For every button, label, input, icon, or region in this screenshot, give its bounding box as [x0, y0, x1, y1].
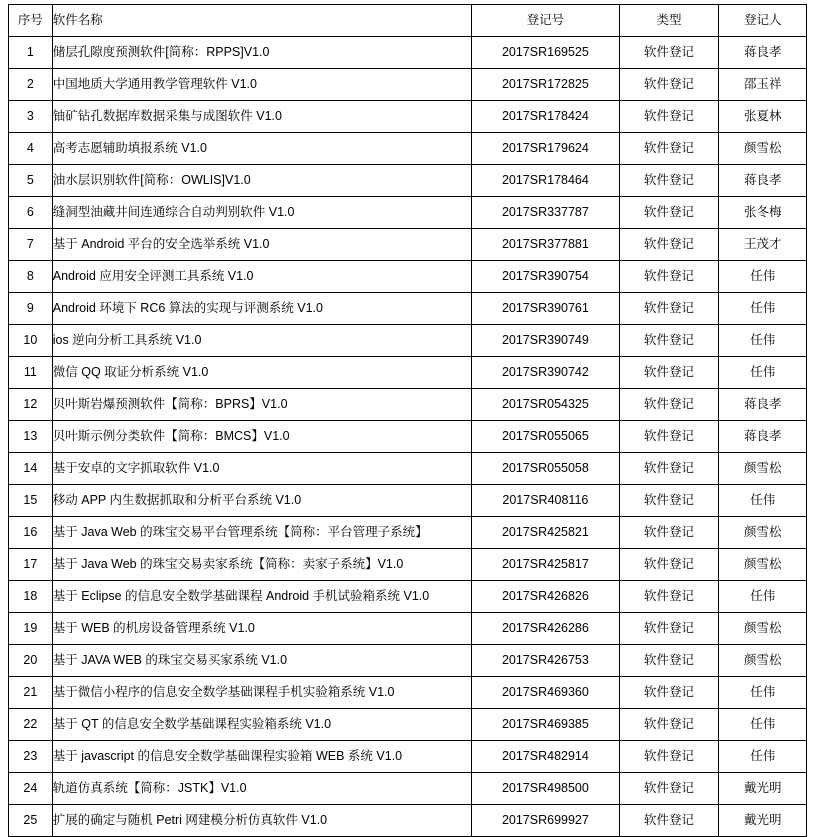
table-header [9, 5, 807, 37]
cell-name: 缝洞型油藏井间连通综合自动判别软件 V1.0 [52, 197, 471, 229]
cell-owner: 戴光明 [719, 773, 807, 805]
cell-regno: 2017SR390749 [472, 325, 620, 357]
cell-owner: 颜雪松 [719, 613, 807, 645]
cell-owner: 戴光明 [719, 805, 807, 837]
cell-type: 软件登记 [619, 805, 719, 837]
software-registration-table [8, 4, 807, 837]
cell-index: 1 [9, 37, 53, 69]
cell-index: 18 [9, 581, 53, 613]
cell-name: 铀矿钻孔数据库数据采集与成图软件 V1.0 [52, 101, 471, 133]
cell-name: 基于 javascript 的信息安全数学基础课程实验箱 WEB 系统 V1.0 [52, 741, 471, 773]
cell-regno: 2017SR699927 [472, 805, 620, 837]
cell-type: 软件登记 [619, 517, 719, 549]
cell-regno: 2017SR055065 [472, 421, 620, 453]
cell-owner: 蒋良孝 [719, 37, 807, 69]
cell-type: 软件登记 [619, 421, 719, 453]
table-row [9, 613, 807, 645]
cell-name: 贝叶斯示例分类软件【简称：BMCS】V1.0 [52, 421, 471, 453]
cell-owner: 任伟 [719, 261, 807, 293]
cell-index: 9 [9, 293, 53, 325]
table-row [9, 773, 807, 805]
cell-index: 19 [9, 613, 53, 645]
cell-regno: 2017SR482914 [472, 741, 620, 773]
cell-name: 基于 WEB 的机房设备管理系统 V1.0 [52, 613, 471, 645]
table-row [9, 453, 807, 485]
cell-owner: 任伟 [719, 357, 807, 389]
table-row [9, 485, 807, 517]
cell-owner: 任伟 [719, 293, 807, 325]
cell-type: 软件登记 [619, 37, 719, 69]
cell-regno: 2017SR408116 [472, 485, 620, 517]
cell-name: 储层孔隙度预测软件[简称：RPPS]V1.0 [52, 37, 471, 69]
cell-index: 23 [9, 741, 53, 773]
cell-index: 11 [9, 357, 53, 389]
column-header-owner: 登记人 [719, 5, 807, 37]
cell-regno: 2017SR425821 [472, 517, 620, 549]
table-row [9, 293, 807, 325]
cell-name: 基于 Java Web 的珠宝交易平台管理系统【简称：平台管理子系统】 [52, 517, 471, 549]
column-header-type: 类型 [619, 5, 719, 37]
cell-type: 软件登记 [619, 133, 719, 165]
table-row [9, 741, 807, 773]
table-row [9, 325, 807, 357]
cell-name: 扩展的确定与随机 Petri 网建模分析仿真软件 V1.0 [52, 805, 471, 837]
cell-type: 软件登记 [619, 389, 719, 421]
cell-regno: 2017SR178424 [472, 101, 620, 133]
table-row [9, 261, 807, 293]
cell-index: 20 [9, 645, 53, 677]
table-row [9, 37, 807, 69]
cell-owner: 任伟 [719, 677, 807, 709]
cell-type: 软件登记 [619, 677, 719, 709]
table-row [9, 101, 807, 133]
table-row [9, 581, 807, 613]
cell-regno: 2017SR469385 [472, 709, 620, 741]
cell-regno: 2017SR055058 [472, 453, 620, 485]
cell-index: 12 [9, 389, 53, 421]
cell-index: 17 [9, 549, 53, 581]
cell-regno: 2017SR054325 [472, 389, 620, 421]
cell-name: 中国地质大学通用教学管理软件 V1.0 [52, 69, 471, 101]
cell-index: 7 [9, 229, 53, 261]
table-row [9, 421, 807, 453]
cell-index: 15 [9, 485, 53, 517]
cell-owner: 任伟 [719, 709, 807, 741]
cell-type: 软件登记 [619, 69, 719, 101]
cell-type: 软件登记 [619, 773, 719, 805]
table-body [9, 37, 807, 837]
cell-name: ios 逆向分析工具系统 V1.0 [52, 325, 471, 357]
cell-type: 软件登记 [619, 741, 719, 773]
cell-type: 软件登记 [619, 709, 719, 741]
cell-index: 6 [9, 197, 53, 229]
cell-type: 软件登记 [619, 101, 719, 133]
cell-index: 13 [9, 421, 53, 453]
table-row [9, 133, 807, 165]
column-header-index: 序号 [9, 5, 53, 37]
cell-type: 软件登记 [619, 197, 719, 229]
cell-owner: 张冬梅 [719, 197, 807, 229]
cell-name: 基于 Eclipse 的信息安全数学基础课程 Android 手机试验箱系统 V1.0 [52, 581, 471, 613]
cell-name: 基于安卓的文字抓取软件 V1.0 [52, 453, 471, 485]
table-row [9, 197, 807, 229]
cell-type: 软件登记 [619, 645, 719, 677]
cell-owner: 颜雪松 [719, 517, 807, 549]
cell-index: 4 [9, 133, 53, 165]
cell-name: Android 应用安全评测工具系统 V1.0 [52, 261, 471, 293]
cell-type: 软件登记 [619, 293, 719, 325]
cell-owner: 张夏林 [719, 101, 807, 133]
cell-regno: 2017SR469360 [472, 677, 620, 709]
table-row [9, 229, 807, 261]
cell-regno: 2017SR498500 [472, 773, 620, 805]
cell-owner: 颜雪松 [719, 133, 807, 165]
cell-name: 基于 Java Web 的珠宝交易卖家系统【简称：卖家子系统】V1.0 [52, 549, 471, 581]
cell-owner: 任伟 [719, 325, 807, 357]
cell-owner: 蒋良孝 [719, 165, 807, 197]
cell-index: 8 [9, 261, 53, 293]
cell-index: 14 [9, 453, 53, 485]
cell-name: 基于 QT 的信息安全数学基础课程实验箱系统 V1.0 [52, 709, 471, 741]
table-row [9, 805, 807, 837]
cell-owner: 任伟 [719, 741, 807, 773]
cell-index: 25 [9, 805, 53, 837]
table-row [9, 389, 807, 421]
cell-index: 21 [9, 677, 53, 709]
cell-regno: 2017SR172825 [472, 69, 620, 101]
table-row [9, 165, 807, 197]
cell-owner: 任伟 [719, 581, 807, 613]
cell-name: 贝叶斯岩爆预测软件【简称：BPRS】V1.0 [52, 389, 471, 421]
column-header-regno: 登记号 [472, 5, 620, 37]
cell-regno: 2017SR425817 [472, 549, 620, 581]
cell-regno: 2017SR377881 [472, 229, 620, 261]
cell-owner: 颜雪松 [719, 453, 807, 485]
cell-type: 软件登记 [619, 261, 719, 293]
cell-type: 软件登记 [619, 581, 719, 613]
cell-owner: 颜雪松 [719, 549, 807, 581]
cell-regno: 2017SR426826 [472, 581, 620, 613]
cell-regno: 2017SR426753 [472, 645, 620, 677]
cell-regno: 2017SR179624 [472, 133, 620, 165]
cell-index: 5 [9, 165, 53, 197]
cell-owner: 颜雪松 [719, 645, 807, 677]
cell-index: 10 [9, 325, 53, 357]
cell-name: 基于 JAVA WEB 的珠宝交易买家系统 V1.0 [52, 645, 471, 677]
cell-type: 软件登记 [619, 229, 719, 261]
table-header-row [9, 5, 807, 37]
cell-type: 软件登记 [619, 325, 719, 357]
cell-owner: 邵玉祥 [719, 69, 807, 101]
cell-regno: 2017SR337787 [472, 197, 620, 229]
cell-type: 软件登记 [619, 485, 719, 517]
cell-owner: 蒋良孝 [719, 389, 807, 421]
cell-index: 2 [9, 69, 53, 101]
cell-type: 软件登记 [619, 453, 719, 485]
cell-regno: 2017SR390742 [472, 357, 620, 389]
cell-regno: 2017SR178464 [472, 165, 620, 197]
cell-name: Android 环境下 RC6 算法的实现与评测系统 V1.0 [52, 293, 471, 325]
cell-name: 基于微信小程序的信息安全数学基础课程手机实验箱系统 V1.0 [52, 677, 471, 709]
cell-regno: 2017SR169525 [472, 37, 620, 69]
cell-name: 高考志愿辅助填报系统 V1.0 [52, 133, 471, 165]
cell-index: 3 [9, 101, 53, 133]
cell-regno: 2017SR426286 [472, 613, 620, 645]
table-row [9, 357, 807, 389]
table-row [9, 517, 807, 549]
cell-owner: 蒋良孝 [719, 421, 807, 453]
table-row [9, 709, 807, 741]
table-row [9, 677, 807, 709]
cell-index: 16 [9, 517, 53, 549]
cell-regno: 2017SR390761 [472, 293, 620, 325]
cell-index: 22 [9, 709, 53, 741]
cell-type: 软件登记 [619, 613, 719, 645]
table-row [9, 549, 807, 581]
cell-name: 微信 QQ 取证分析系统 V1.0 [52, 357, 471, 389]
cell-index: 24 [9, 773, 53, 805]
cell-regno: 2017SR390754 [472, 261, 620, 293]
cell-owner: 任伟 [719, 485, 807, 517]
cell-name: 轨道仿真系统【简称：JSTK】V1.0 [52, 773, 471, 805]
cell-name: 油水层识别软件[简称：OWLIS]V1.0 [52, 165, 471, 197]
cell-name: 基于 Android 平台的安全选举系统 V1.0 [52, 229, 471, 261]
table-row [9, 69, 807, 101]
table-row [9, 645, 807, 677]
column-header-name: 软件名称 [52, 5, 471, 37]
cell-type: 软件登记 [619, 357, 719, 389]
cell-type: 软件登记 [619, 165, 719, 197]
cell-type: 软件登记 [619, 549, 719, 581]
cell-name: 移动 APP 内生数据抓取和分析平台系统 V1.0 [52, 485, 471, 517]
cell-owner: 王茂才 [719, 229, 807, 261]
